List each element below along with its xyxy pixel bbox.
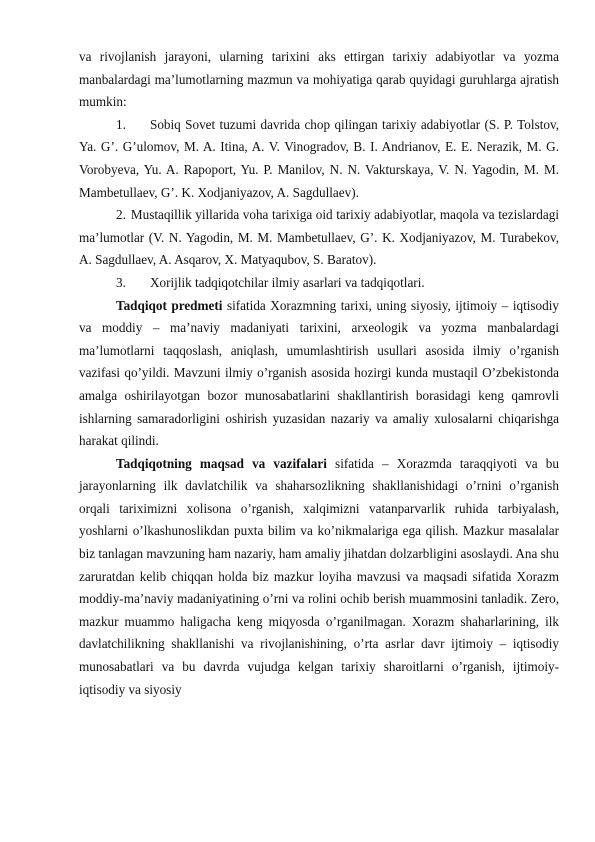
list-number: 3.	[116, 274, 126, 290]
subject-paragraph	[79, 295, 559, 453]
list-text: Xorijlik tadqiqotchilar ilmiy asarlari va tadqiqotlari.	[150, 274, 425, 290]
list-number: 2.	[116, 207, 126, 223]
goals-paragraph	[79, 453, 559, 702]
list-number: 1.	[116, 116, 126, 132]
list-text: Sobiq Sovet tuzumi davrida chop qilingan tarixiy adabiyotlar (S. P. Tolstov, Ya. G’. G’ulomov, M. A. Itina, A. V. Vinogradov, B. I. Andrianov, E. E. Nerazik, M. G. Vorobyeva, Yu. A. Rapoport, Yu. P. Manilov, N. N. Vakturskaya, V. N. Yagodin, M. M. Mambetullaev, G’. K. Xodjaniyazov, A. Sagdullaev).	[79, 116, 559, 200]
list-item	[79, 114, 559, 204]
list-item	[79, 204, 559, 272]
list-item	[79, 272, 559, 295]
goals-text: sifatida – Xorazmda taraqqiyoti va bu jarayonlarning ilk davlatchilik va shaharsozlikning shakllanishidagi o’rnini o’rganish orqali tariximizni xolisona o’rganish, xalqimizni vatanparvarlik ruhida tarbiyalash, yoshlarni o’lkashunoslikdan puxta bilim va ko’nikmalariga ega qilish. Mazkur masalalar biz tanlagan mavzuning ham nazariy, ham amaliy jihatdan dolzarbligini asoslaydi. Ana shu zaruratdan kelib chiqqan holda biz mazkur loyiha mavzusi va maqsadi sifatida Xorazm moddiy-ma’naviy madaniyatining o’rni va rolini ochib berish muammosini tanladik. Zero, mazkur muammo haligacha keng miqyosda o’rganilmagan. Xorazm shaharlarining, ilk davlatchilikning shakllanishi va rivojlanishining, o’rta asrlar davr ijtimoiy – iqtisodiy munosabatlari va bu davrda vujudga kelgan tarixiy sharoitlarni o’rganish, ijtimoiy-iqtisodiy va siyosiy	[79, 455, 559, 697]
list-text: Mustaqillik yillarida voha tarixiga oid tarixiy adabiyotlar, maqola va tezislardagi ma’lumotlar (V. N. Yagodin, M. M. Mambetullaev, G’. K. Xodjaniyazov, M. Turabekov, A. Sagdullaev, A. Asqarov, X. Matyaqubov, S. Baratov).	[79, 207, 559, 268]
subject-heading: Tadqiqot predmeti	[116, 297, 223, 313]
goals-heading: Tadqiqotning maqsad va vazifalari	[116, 455, 327, 471]
document-page	[79, 46, 559, 701]
subject-text: sifatida Xorazmning tarixi, uning siyosiy, ijtimoiy – iqtisodiy va moddiy – ma’naviy madaniyati tarixini, arxeologik va yozma manbalardagi ma’lumotlarni taqqoslash, aniqlash, umumlashtirish usullari asosida ilmiy o’rganish vazifasi qo’yildi. Mavzuni ilmiy o’rganish asosida hozirgi kunda mustaqil O’zbekistonda amalga oshirilayotgan bozor munosabatlarini shakllantirish borasidagi keng qamrovli ishlarning samaradorligini oshirish yuzasidan nazariy va amaliy xulosalarni chiqarishga harakat qilindi.	[79, 297, 559, 449]
intro-paragraph: va rivojlanish jarayoni, ularning tarixini aks ettirgan tarixiy adabiyotlar va yozma manbalardagi ma’lumotlarning mazmun va mohiyatiga qarab quyidagi guruhlarga ajratish mumkin:	[79, 49, 559, 110]
